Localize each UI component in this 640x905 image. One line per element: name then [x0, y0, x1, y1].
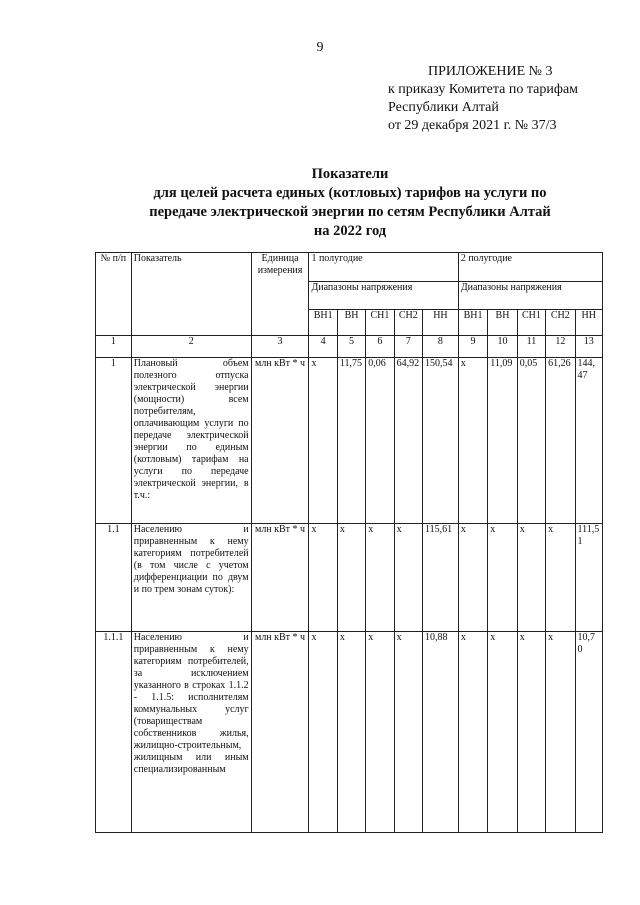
- value-cell: x: [309, 358, 337, 524]
- column-number: 9: [458, 336, 487, 358]
- value-cell: x: [309, 524, 337, 632]
- value-cell: x: [488, 524, 517, 632]
- title-line: Показатели: [311, 166, 389, 182]
- column-number: 10: [488, 336, 517, 358]
- value-cell: x: [458, 632, 487, 833]
- column-number: 7: [394, 336, 422, 358]
- voltage-header: СН1: [366, 310, 394, 336]
- voltage-header: ВН: [337, 310, 365, 336]
- header-ranges-1: Диапазоны напряжения: [309, 282, 458, 310]
- voltage-header: ВН1: [458, 310, 487, 336]
- appendix-line: от 29 декабря 2021 г. № 37/3: [388, 118, 557, 133]
- value-cell: x: [546, 632, 575, 833]
- row-unit: млн кВт * ч: [251, 632, 309, 833]
- value-cell: x: [366, 632, 394, 833]
- header-num: № п/п: [96, 253, 132, 336]
- value-cell: x: [337, 524, 365, 632]
- value-cell: 0,05: [517, 358, 545, 524]
- row-unit: млн кВт * ч: [251, 524, 309, 632]
- table-row: [96, 358, 603, 524]
- appendix-line: ПРИЛОЖЕНИЕ № 3: [428, 64, 553, 79]
- value-cell: 0,06: [366, 358, 394, 524]
- appendix-line: Республики Алтай: [388, 100, 499, 115]
- column-number: 11: [517, 336, 545, 358]
- column-number: 4: [309, 336, 337, 358]
- appendix-block: [388, 63, 578, 135]
- row-indicator: Населению и приравненным к нему категориям потребителей (в том числе с учетом дифференциации по двум и по трем зонам суток):: [131, 524, 251, 632]
- voltage-header: СН2: [546, 310, 575, 336]
- value-cell: x: [517, 632, 545, 833]
- header-half-2: 2 полугодие: [458, 253, 602, 282]
- value-cell: 61,26: [546, 358, 575, 524]
- value-cell: 64,92: [394, 358, 422, 524]
- column-number: 2: [131, 336, 251, 358]
- row-unit: млн кВт * ч: [251, 358, 309, 524]
- value-cell: x: [517, 524, 545, 632]
- value-cell: 144,47: [575, 358, 602, 524]
- value-cell: x: [309, 632, 337, 833]
- column-number: 3: [251, 336, 309, 358]
- value-cell: x: [366, 524, 394, 632]
- value-cell: 11,75: [337, 358, 365, 524]
- value-cell: 150,54: [423, 358, 459, 524]
- appendix-line: к приказу Комитета по тарифам: [388, 82, 579, 97]
- document-title: [100, 165, 600, 241]
- voltage-header: НН: [575, 310, 602, 336]
- value-cell: x: [488, 632, 517, 833]
- title-line: передаче электрической энергии по сетям Республики Алтай: [149, 204, 551, 220]
- value-cell: x: [394, 632, 422, 833]
- row-indicator: Населению и приравненным к нему категориям потребителей, за исключением указанного в строках 1.1.2 - 1.1.5: исполнителям коммунальных услуг (товариществам собственников жилья, жилищно-строительным, жилищным или иным специализированным: [131, 632, 251, 833]
- column-number: 6: [366, 336, 394, 358]
- value-cell: 10,70: [575, 632, 602, 833]
- value-cell: 10,88: [423, 632, 459, 833]
- row-number: 1.1: [96, 524, 132, 632]
- value-cell: 115,61: [423, 524, 459, 632]
- voltage-header: НН: [423, 310, 459, 336]
- page-number: 9: [316, 40, 324, 55]
- row-number: 1.1.1: [96, 632, 132, 833]
- value-cell: x: [337, 632, 365, 833]
- column-number: 1: [96, 336, 132, 358]
- row-indicator: Плановый объем полезного отпуска электрической энергии (мощности) всем потребителям, оплачивающим услуги по передаче электрической энергии по единым (котловым) тарифам на услуги по передаче электрической энергии, в т.ч.:: [131, 358, 251, 524]
- column-number: 5: [337, 336, 365, 358]
- title-line: на 2022 год: [313, 223, 387, 239]
- row-number: 1: [96, 358, 132, 524]
- value-cell: x: [546, 524, 575, 632]
- table-row: [96, 524, 603, 632]
- header-ranges-2: Диапазоны напряжения: [458, 282, 602, 310]
- value-cell: 111,51: [575, 524, 602, 632]
- value-cell: x: [458, 524, 487, 632]
- column-number: 12: [546, 336, 575, 358]
- voltage-header: СН2: [394, 310, 422, 336]
- value-cell: x: [458, 358, 487, 524]
- value-cell: x: [394, 524, 422, 632]
- indicators-table: [95, 252, 603, 833]
- header-indicator: Показатель: [131, 253, 251, 336]
- voltage-header: ВН: [488, 310, 517, 336]
- column-number: 13: [575, 336, 602, 358]
- column-number: 8: [423, 336, 459, 358]
- header-half-1: 1 полугодие: [309, 253, 458, 282]
- table-row: [96, 632, 603, 833]
- voltage-header: ВН1: [309, 310, 337, 336]
- header-unit: Единица измерения: [251, 253, 309, 336]
- title-line: для целей расчета единых (котловых) тарифов на услуги по: [153, 185, 547, 201]
- value-cell: 11,09: [488, 358, 517, 524]
- voltage-header: СН1: [517, 310, 545, 336]
